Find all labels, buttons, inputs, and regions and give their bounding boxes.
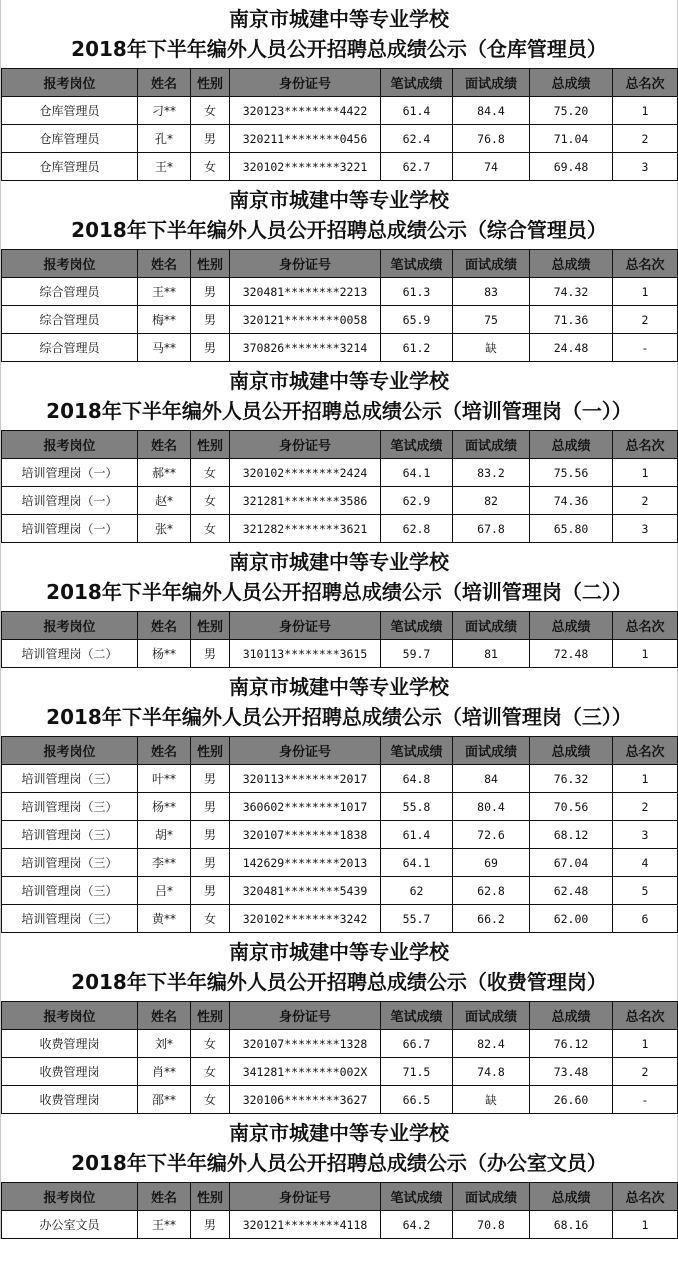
cell-position: 培训管理岗（三） <box>2 905 138 933</box>
cell-written-score: 64.2 <box>381 1211 453 1239</box>
column-header-interview-score: 面试成绩 <box>453 737 530 765</box>
table-header-row <box>2 250 678 278</box>
cell-interview-score: 72.6 <box>453 821 530 849</box>
table-row <box>2 153 678 181</box>
cell-id-number: 320113********2017 <box>230 765 381 793</box>
column-header-interview-score: 面试成绩 <box>453 250 530 278</box>
school-name: 南京市城建中等专业学校 <box>229 7 449 31</box>
column-header-gender: 性别 <box>191 250 230 278</box>
cell-rank: 2 <box>613 793 678 821</box>
cell-position: 办公室文员 <box>2 1211 138 1239</box>
result-section <box>1 1114 677 1239</box>
column-header-rank: 总名次 <box>613 69 678 97</box>
cell-written-score: 66.5 <box>381 1086 453 1114</box>
cell-rank: 1 <box>613 459 678 487</box>
cell-id-number: 142629********2013 <box>230 849 381 877</box>
cell-id-number: 341281********002X <box>230 1058 381 1086</box>
cell-gender: 男 <box>191 765 230 793</box>
cell-total-score: 24.48 <box>530 334 613 362</box>
cell-written-score: 55.7 <box>381 905 453 933</box>
column-header-name: 姓名 <box>138 1183 191 1211</box>
column-header-written-score: 笔试成绩 <box>381 69 453 97</box>
column-header-rank: 总名次 <box>613 250 678 278</box>
table-row <box>2 640 678 668</box>
cell-rank: 1 <box>613 765 678 793</box>
cell-name: 孔* <box>138 125 191 153</box>
cell-interview-score: 67.8 <box>453 515 530 543</box>
column-header-written-score: 笔试成绩 <box>381 612 453 640</box>
cell-total-score: 68.16 <box>530 1211 613 1239</box>
section-title <box>1 0 677 68</box>
score-table <box>1 611 678 668</box>
column-header-interview-score: 面试成绩 <box>453 1002 530 1030</box>
cell-rank: 1 <box>613 278 678 306</box>
cell-gender: 男 <box>191 306 230 334</box>
cell-id-number: 320102********2424 <box>230 459 381 487</box>
cell-rank: 1 <box>613 1211 678 1239</box>
column-header-position: 报考岗位 <box>2 612 138 640</box>
school-name: 南京市城建中等专业学校 <box>229 550 449 574</box>
cell-total-score: 75.20 <box>530 97 613 125</box>
cell-written-score: 55.8 <box>381 793 453 821</box>
table-row <box>2 1058 678 1086</box>
column-header-name: 姓名 <box>138 250 191 278</box>
score-table <box>1 1182 678 1239</box>
cell-name: 胡* <box>138 821 191 849</box>
cell-name: 黄** <box>138 905 191 933</box>
cell-written-score: 64.1 <box>381 459 453 487</box>
cell-gender: 男 <box>191 334 230 362</box>
cell-gender: 女 <box>191 515 230 543</box>
cell-id-number: 360602********1017 <box>230 793 381 821</box>
column-header-position: 报考岗位 <box>2 69 138 97</box>
column-header-name: 姓名 <box>138 69 191 97</box>
column-header-position: 报考岗位 <box>2 737 138 765</box>
result-section <box>1 181 677 362</box>
cell-id-number: 320107********1328 <box>230 1030 381 1058</box>
table-row <box>2 306 678 334</box>
cell-interview-score: 82 <box>453 487 530 515</box>
cell-total-score: 67.04 <box>530 849 613 877</box>
cell-position: 仓库管理员 <box>2 97 138 125</box>
cell-written-score: 59.7 <box>381 640 453 668</box>
cell-id-number: 320107********1838 <box>230 821 381 849</box>
cell-interview-score: 74.8 <box>453 1058 530 1086</box>
cell-rank: 3 <box>613 821 678 849</box>
column-header-position: 报考岗位 <box>2 1002 138 1030</box>
cell-rank: 2 <box>613 125 678 153</box>
cell-gender: 女 <box>191 905 230 933</box>
cell-written-score: 61.2 <box>381 334 453 362</box>
cell-position: 收费管理岗 <box>2 1086 138 1114</box>
column-header-gender: 性别 <box>191 431 230 459</box>
column-header-rank: 总名次 <box>613 431 678 459</box>
announcement-title: 2018年下半年编外人员公开招聘总成绩公示（培训管理岗（一）） <box>46 399 632 423</box>
cell-total-score: 71.04 <box>530 125 613 153</box>
cell-position: 培训管理岗（三） <box>2 877 138 905</box>
column-header-written-score: 笔试成绩 <box>381 737 453 765</box>
cell-written-score: 61.4 <box>381 97 453 125</box>
cell-position: 培训管理岗（三） <box>2 765 138 793</box>
cell-position: 培训管理岗（一） <box>2 459 138 487</box>
cell-name: 赵* <box>138 487 191 515</box>
cell-written-score: 62 <box>381 877 453 905</box>
cell-interview-score: 81 <box>453 640 530 668</box>
cell-id-number: 320121********0058 <box>230 306 381 334</box>
cell-name: 邵** <box>138 1086 191 1114</box>
table-header-row <box>2 612 678 640</box>
column-header-position: 报考岗位 <box>2 250 138 278</box>
school-name: 南京市城建中等专业学校 <box>229 1121 449 1145</box>
column-header-total-score: 总成绩 <box>530 69 613 97</box>
cell-written-score: 62.4 <box>381 125 453 153</box>
column-header-id-number: 身份证号 <box>230 612 381 640</box>
cell-gender: 女 <box>191 1086 230 1114</box>
column-header-total-score: 总成绩 <box>530 1002 613 1030</box>
school-name: 南京市城建中等专业学校 <box>229 675 449 699</box>
cell-position: 综合管理员 <box>2 278 138 306</box>
cell-rank: 3 <box>613 515 678 543</box>
column-header-total-score: 总成绩 <box>530 1183 613 1211</box>
column-header-total-score: 总成绩 <box>530 737 613 765</box>
cell-id-number: 320481********2213 <box>230 278 381 306</box>
cell-name: 李** <box>138 849 191 877</box>
cell-gender: 男 <box>191 821 230 849</box>
cell-gender: 女 <box>191 487 230 515</box>
cell-name: 吕* <box>138 877 191 905</box>
announcement-title: 2018年下半年编外人员公开招聘总成绩公示（收费管理岗） <box>71 970 607 994</box>
cell-total-score: 73.48 <box>530 1058 613 1086</box>
cell-gender: 女 <box>191 1030 230 1058</box>
cell-total-score: 76.12 <box>530 1030 613 1058</box>
table-row <box>2 877 678 905</box>
cell-interview-score: 74 <box>453 153 530 181</box>
cell-name: 杨** <box>138 793 191 821</box>
cell-rank: 5 <box>613 877 678 905</box>
cell-written-score: 64.8 <box>381 765 453 793</box>
cell-written-score: 66.7 <box>381 1030 453 1058</box>
cell-gender: 男 <box>191 640 230 668</box>
cell-id-number: 320106********3627 <box>230 1086 381 1114</box>
cell-name: 张* <box>138 515 191 543</box>
column-header-id-number: 身份证号 <box>230 69 381 97</box>
cell-id-number: 321281********3586 <box>230 487 381 515</box>
table-row <box>2 821 678 849</box>
table-row <box>2 1211 678 1239</box>
table-row <box>2 765 678 793</box>
cell-interview-score: 84.4 <box>453 97 530 125</box>
table-row <box>2 97 678 125</box>
cell-name: 刁** <box>138 97 191 125</box>
cell-rank: 1 <box>613 97 678 125</box>
cell-total-score: 72.48 <box>530 640 613 668</box>
cell-total-score: 62.00 <box>530 905 613 933</box>
table-row <box>2 487 678 515</box>
cell-name: 王* <box>138 153 191 181</box>
cell-written-score: 71.5 <box>381 1058 453 1086</box>
cell-written-score: 64.1 <box>381 849 453 877</box>
column-header-interview-score: 面试成绩 <box>453 1183 530 1211</box>
column-header-written-score: 笔试成绩 <box>381 1002 453 1030</box>
cell-position: 综合管理员 <box>2 334 138 362</box>
cell-interview-score: 84 <box>453 765 530 793</box>
table-row <box>2 334 678 362</box>
cell-gender: 男 <box>191 849 230 877</box>
cell-rank: - <box>613 1086 678 1114</box>
announcement-title: 2018年下半年编外人员公开招聘总成绩公示（办公室文员） <box>71 1151 607 1175</box>
cell-total-score: 70.56 <box>530 793 613 821</box>
table-header-row <box>2 1183 678 1211</box>
cell-id-number: 320481********5439 <box>230 877 381 905</box>
cell-position: 收费管理岗 <box>2 1030 138 1058</box>
cell-interview-score: 76.8 <box>453 125 530 153</box>
cell-interview-score: 缺 <box>453 1086 530 1114</box>
column-header-gender: 性别 <box>191 1183 230 1211</box>
section-title <box>1 543 677 611</box>
cell-position: 培训管理岗（三） <box>2 849 138 877</box>
column-header-total-score: 总成绩 <box>530 250 613 278</box>
cell-interview-score: 66.2 <box>453 905 530 933</box>
cell-position: 培训管理岗（二） <box>2 640 138 668</box>
cell-position: 收费管理岗 <box>2 1058 138 1086</box>
cell-rank: 2 <box>613 1058 678 1086</box>
cell-position: 培训管理岗（一） <box>2 487 138 515</box>
table-row <box>2 793 678 821</box>
cell-id-number: 370826********3214 <box>230 334 381 362</box>
cell-position: 培训管理岗（三） <box>2 821 138 849</box>
cell-rank: 6 <box>613 905 678 933</box>
cell-rank: 1 <box>613 1030 678 1058</box>
cell-rank: 2 <box>613 487 678 515</box>
cell-interview-score: 75 <box>453 306 530 334</box>
cell-id-number: 320121********4118 <box>230 1211 381 1239</box>
school-name: 南京市城建中等专业学校 <box>229 940 449 964</box>
section-title <box>1 181 677 249</box>
cell-total-score: 65.80 <box>530 515 613 543</box>
table-header-row <box>2 737 678 765</box>
cell-interview-score: 83 <box>453 278 530 306</box>
table-header-row <box>2 431 678 459</box>
section-title <box>1 933 677 1001</box>
cell-id-number: 320211********0456 <box>230 125 381 153</box>
announcement-title: 2018年下半年编外人员公开招聘总成绩公示（培训管理岗（二）） <box>46 580 632 604</box>
column-header-id-number: 身份证号 <box>230 250 381 278</box>
column-header-id-number: 身份证号 <box>230 431 381 459</box>
cell-interview-score: 70.8 <box>453 1211 530 1239</box>
cell-gender: 男 <box>191 125 230 153</box>
cell-total-score: 68.12 <box>530 821 613 849</box>
score-table <box>1 68 678 181</box>
cell-id-number: 320123********4422 <box>230 97 381 125</box>
column-header-rank: 总名次 <box>613 1183 678 1211</box>
cell-written-score: 62.9 <box>381 487 453 515</box>
cell-position: 培训管理岗（一） <box>2 515 138 543</box>
column-header-rank: 总名次 <box>613 612 678 640</box>
column-header-total-score: 总成绩 <box>530 431 613 459</box>
cell-id-number: 321282********3621 <box>230 515 381 543</box>
cell-total-score: 74.32 <box>530 278 613 306</box>
column-header-gender: 性别 <box>191 737 230 765</box>
table-header-row <box>2 69 678 97</box>
score-table <box>1 1001 678 1114</box>
announcement-title: 2018年下半年编外人员公开招聘总成绩公示（培训管理岗（三）） <box>46 705 632 729</box>
cell-interview-score: 62.8 <box>453 877 530 905</box>
column-header-interview-score: 面试成绩 <box>453 431 530 459</box>
cell-id-number: 320102********3221 <box>230 153 381 181</box>
cell-total-score: 75.56 <box>530 459 613 487</box>
cell-rank: 2 <box>613 306 678 334</box>
cell-name: 杨** <box>138 640 191 668</box>
cell-written-score: 65.9 <box>381 306 453 334</box>
cell-gender: 女 <box>191 1058 230 1086</box>
cell-interview-score: 缺 <box>453 334 530 362</box>
column-header-gender: 性别 <box>191 612 230 640</box>
column-header-interview-score: 面试成绩 <box>453 69 530 97</box>
cell-gender: 女 <box>191 97 230 125</box>
score-table <box>1 249 678 362</box>
cell-position: 仓库管理员 <box>2 153 138 181</box>
cell-gender: 女 <box>191 153 230 181</box>
result-section <box>1 933 677 1114</box>
cell-gender: 女 <box>191 459 230 487</box>
column-header-name: 姓名 <box>138 737 191 765</box>
score-table <box>1 736 678 933</box>
cell-name: 肖** <box>138 1058 191 1086</box>
cell-interview-score: 83.2 <box>453 459 530 487</box>
column-header-gender: 性别 <box>191 69 230 97</box>
column-header-id-number: 身份证号 <box>230 1002 381 1030</box>
column-header-rank: 总名次 <box>613 1002 678 1030</box>
column-header-rank: 总名次 <box>613 737 678 765</box>
cell-written-score: 61.4 <box>381 821 453 849</box>
section-title <box>1 362 677 430</box>
cell-position: 培训管理岗（三） <box>2 793 138 821</box>
section-title <box>1 1114 677 1182</box>
cell-written-score: 61.3 <box>381 278 453 306</box>
result-section <box>1 362 677 543</box>
cell-name: 叶** <box>138 765 191 793</box>
column-header-interview-score: 面试成绩 <box>453 612 530 640</box>
cell-name: 马** <box>138 334 191 362</box>
table-row <box>2 125 678 153</box>
announcement-title: 2018年下半年编外人员公开招聘总成绩公示（综合管理员） <box>71 218 607 242</box>
section-title <box>1 668 677 736</box>
cell-gender: 男 <box>191 278 230 306</box>
cell-total-score: 71.36 <box>530 306 613 334</box>
column-header-position: 报考岗位 <box>2 1183 138 1211</box>
cell-name: 梅** <box>138 306 191 334</box>
column-header-written-score: 笔试成绩 <box>381 250 453 278</box>
cell-name: 王** <box>138 278 191 306</box>
cell-interview-score: 82.4 <box>453 1030 530 1058</box>
school-name: 南京市城建中等专业学校 <box>229 188 449 212</box>
table-row <box>2 905 678 933</box>
column-header-position: 报考岗位 <box>2 431 138 459</box>
table-row <box>2 1030 678 1058</box>
cell-total-score: 69.48 <box>530 153 613 181</box>
cell-position: 仓库管理员 <box>2 125 138 153</box>
cell-rank: - <box>613 334 678 362</box>
cell-written-score: 62.8 <box>381 515 453 543</box>
announcement-title: 2018年下半年编外人员公开招聘总成绩公示（仓库管理员） <box>71 37 607 61</box>
column-header-name: 姓名 <box>138 431 191 459</box>
cell-total-score: 76.32 <box>530 765 613 793</box>
cell-gender: 男 <box>191 793 230 821</box>
column-header-gender: 性别 <box>191 1002 230 1030</box>
column-header-total-score: 总成绩 <box>530 612 613 640</box>
cell-name: 王** <box>138 1211 191 1239</box>
result-section <box>1 543 677 668</box>
column-header-written-score: 笔试成绩 <box>381 1183 453 1211</box>
table-header-row <box>2 1002 678 1030</box>
cell-name: 刘* <box>138 1030 191 1058</box>
score-table <box>1 430 678 543</box>
cell-rank: 4 <box>613 849 678 877</box>
cell-total-score: 74.36 <box>530 487 613 515</box>
cell-gender: 男 <box>191 877 230 905</box>
column-header-name: 姓名 <box>138 1002 191 1030</box>
column-header-written-score: 笔试成绩 <box>381 431 453 459</box>
result-section <box>1 0 677 181</box>
cell-interview-score: 69 <box>453 849 530 877</box>
cell-total-score: 26.60 <box>530 1086 613 1114</box>
school-name: 南京市城建中等专业学校 <box>229 369 449 393</box>
table-row <box>2 459 678 487</box>
table-row <box>2 849 678 877</box>
cell-gender: 男 <box>191 1211 230 1239</box>
cell-id-number: 310113********3615 <box>230 640 381 668</box>
cell-written-score: 62.7 <box>381 153 453 181</box>
table-row <box>2 515 678 543</box>
cell-name: 郝** <box>138 459 191 487</box>
cell-rank: 1 <box>613 640 678 668</box>
cell-id-number: 320102********3242 <box>230 905 381 933</box>
table-row <box>2 278 678 306</box>
column-header-id-number: 身份证号 <box>230 1183 381 1211</box>
table-row <box>2 1086 678 1114</box>
cell-position: 综合管理员 <box>2 306 138 334</box>
cell-rank: 3 <box>613 153 678 181</box>
cell-interview-score: 80.4 <box>453 793 530 821</box>
result-section <box>1 668 677 933</box>
column-header-id-number: 身份证号 <box>230 737 381 765</box>
column-header-name: 姓名 <box>138 612 191 640</box>
cell-total-score: 62.48 <box>530 877 613 905</box>
